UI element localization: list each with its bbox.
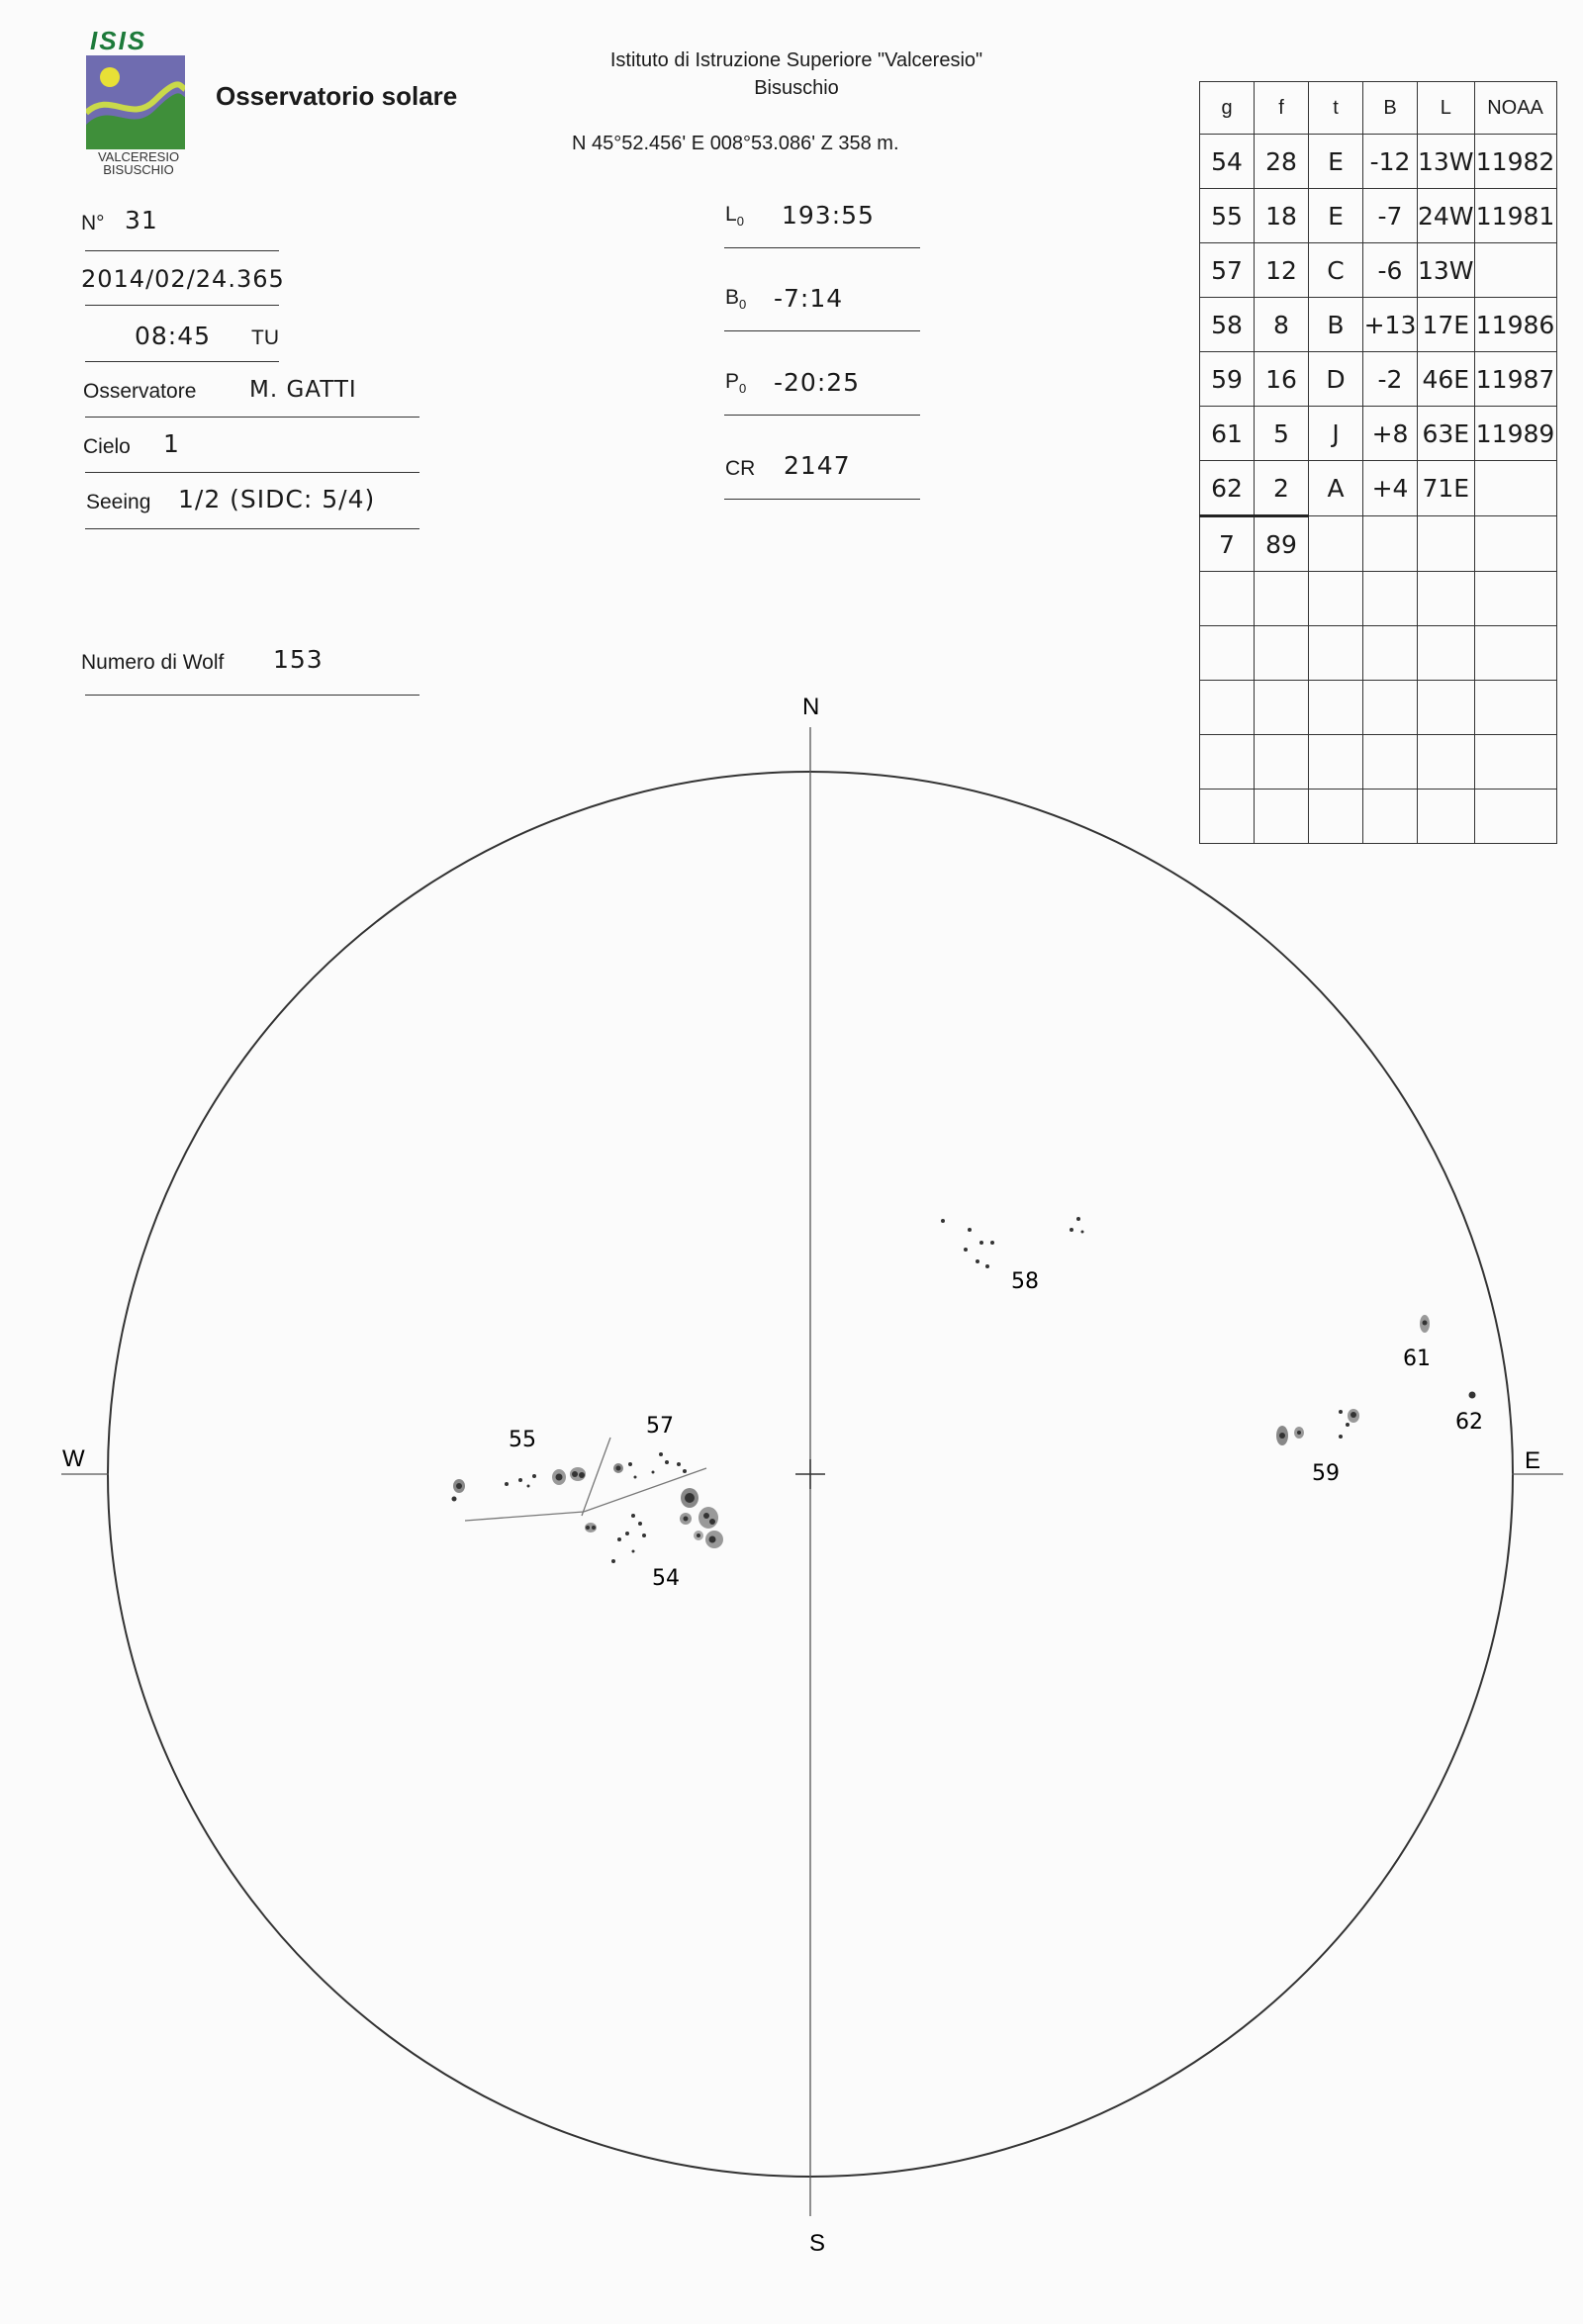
cell-g: 58 [1200, 298, 1255, 352]
header-t: t [1309, 82, 1363, 135]
group-label-55: 55 [509, 1428, 536, 1452]
l0-letter: L [725, 203, 737, 226]
cell-l: 13W [1418, 135, 1475, 189]
cell-b: +4 [1363, 461, 1418, 516]
west-label: W [62, 1445, 85, 1472]
cell-t: C [1309, 243, 1363, 298]
logo-caption-2: BISUSCHIO [103, 162, 174, 177]
wolf-label: Numero di Wolf [81, 651, 225, 674]
south-label: S [809, 2230, 826, 2257]
institute-line1: Istituto di Istruzione Superiore "Valceresio" [609, 49, 983, 71]
number-label: N° [81, 212, 105, 234]
time-unit: TU [251, 326, 279, 349]
cell-g: 57 [1200, 243, 1255, 298]
cell-b: +13 [1363, 298, 1418, 352]
total-spots: 89 [1255, 516, 1309, 572]
seeing-value: 1/2 (SIDC: 5/4) [178, 485, 376, 513]
b0-value: -7:14 [774, 284, 844, 313]
cell-t: J [1309, 407, 1363, 461]
cell-b: -12 [1363, 135, 1418, 189]
group-label-59: 59 [1312, 1461, 1340, 1486]
cell-f: 16 [1255, 352, 1309, 407]
header-g: g [1200, 82, 1255, 135]
wolf-number: 153 [273, 645, 324, 674]
header-f: f [1255, 82, 1309, 135]
cell-l: 46E [1418, 352, 1475, 407]
l0-value: 193:55 [782, 201, 875, 230]
cell-noaa: 11989 [1474, 407, 1556, 461]
institute-line2: Bisuschio [754, 77, 839, 99]
cell-l: 63E [1418, 407, 1475, 461]
observation-number: 31 [125, 206, 158, 234]
group-label-54: 54 [652, 1566, 680, 1591]
sunspot-group-57 [613, 1452, 687, 1479]
cell-g: 54 [1200, 135, 1255, 189]
sky-value: 1 [163, 429, 180, 458]
header-l: L [1418, 82, 1475, 135]
north-label: N [802, 694, 820, 720]
cell-t: A [1309, 461, 1363, 516]
cell-noaa: 11987 [1474, 352, 1556, 407]
observer-label: Osservatore [83, 380, 197, 403]
cell-l: 13W [1418, 243, 1475, 298]
cell-noaa: 11981 [1474, 189, 1556, 243]
cell-f: 5 [1255, 407, 1309, 461]
cell-noaa: 11986 [1474, 298, 1556, 352]
b0-letter: B [725, 286, 740, 309]
sunspot-group-58 [941, 1217, 1084, 1268]
observer-name: M. GATTI [249, 377, 357, 403]
cell-t: E [1309, 189, 1363, 243]
sunspot-group-55 [452, 1467, 587, 1502]
cell-l: 24W [1418, 189, 1475, 243]
cell-g: 62 [1200, 461, 1255, 516]
sky-label: Cielo [83, 435, 131, 458]
observation-time: 08:45 [135, 322, 212, 350]
sunspot-group-54 [585, 1488, 723, 1563]
sunspot-group-59 [1276, 1409, 1359, 1445]
cell-l: 71E [1418, 461, 1475, 516]
cell-b: +8 [1363, 407, 1418, 461]
cr-label: CR [725, 457, 756, 480]
cell-f: 12 [1255, 243, 1309, 298]
cell-t: D [1309, 352, 1363, 407]
header-noaa: NOAA [1474, 82, 1556, 135]
group-label-61: 61 [1403, 1347, 1431, 1371]
p0-sub: 0 [739, 381, 747, 397]
cell-t: E [1309, 135, 1363, 189]
cell-b: -2 [1363, 352, 1418, 407]
group-label-62: 62 [1455, 1410, 1483, 1435]
cell-f: 28 [1255, 135, 1309, 189]
cell-l: 17E [1418, 298, 1475, 352]
observatory-coordinates: N 45°52.456' E 008°53.086' Z 358 m. [572, 133, 899, 154]
cell-g: 61 [1200, 407, 1255, 461]
cell-b: -7 [1363, 189, 1418, 243]
cell-g: 59 [1200, 352, 1255, 407]
header-b: B [1363, 82, 1418, 135]
cell-g: 55 [1200, 189, 1255, 243]
cell-f: 8 [1255, 298, 1309, 352]
sunspot-group-62 [1469, 1392, 1476, 1399]
cell-noaa: 11982 [1474, 135, 1556, 189]
east-label: E [1525, 1447, 1541, 1474]
p0-letter: P [725, 370, 740, 393]
sunspot-group-61 [1420, 1315, 1430, 1333]
group-label-58: 58 [1011, 1269, 1039, 1294]
total-groups: 7 [1200, 516, 1255, 572]
group-label-57: 57 [646, 1414, 674, 1439]
b0-sub: 0 [739, 297, 747, 313]
logo-caption-1: VALCERESIO [97, 149, 180, 164]
cell-f: 2 [1255, 461, 1309, 516]
seeing-label: Seeing [86, 491, 151, 513]
observation-date: 2014/02/24.365 [81, 265, 285, 293]
cell-t: B [1309, 298, 1363, 352]
logo-text: ISIS [90, 26, 147, 55]
cell-b: -6 [1363, 243, 1418, 298]
p0-value: -20:25 [774, 368, 861, 397]
group-boundary-line [465, 1512, 584, 1521]
cell-f: 18 [1255, 189, 1309, 243]
l0-sub: 0 [736, 214, 744, 230]
cr-value: 2147 [784, 451, 851, 480]
page-title: Osservatorio solare [216, 81, 458, 111]
